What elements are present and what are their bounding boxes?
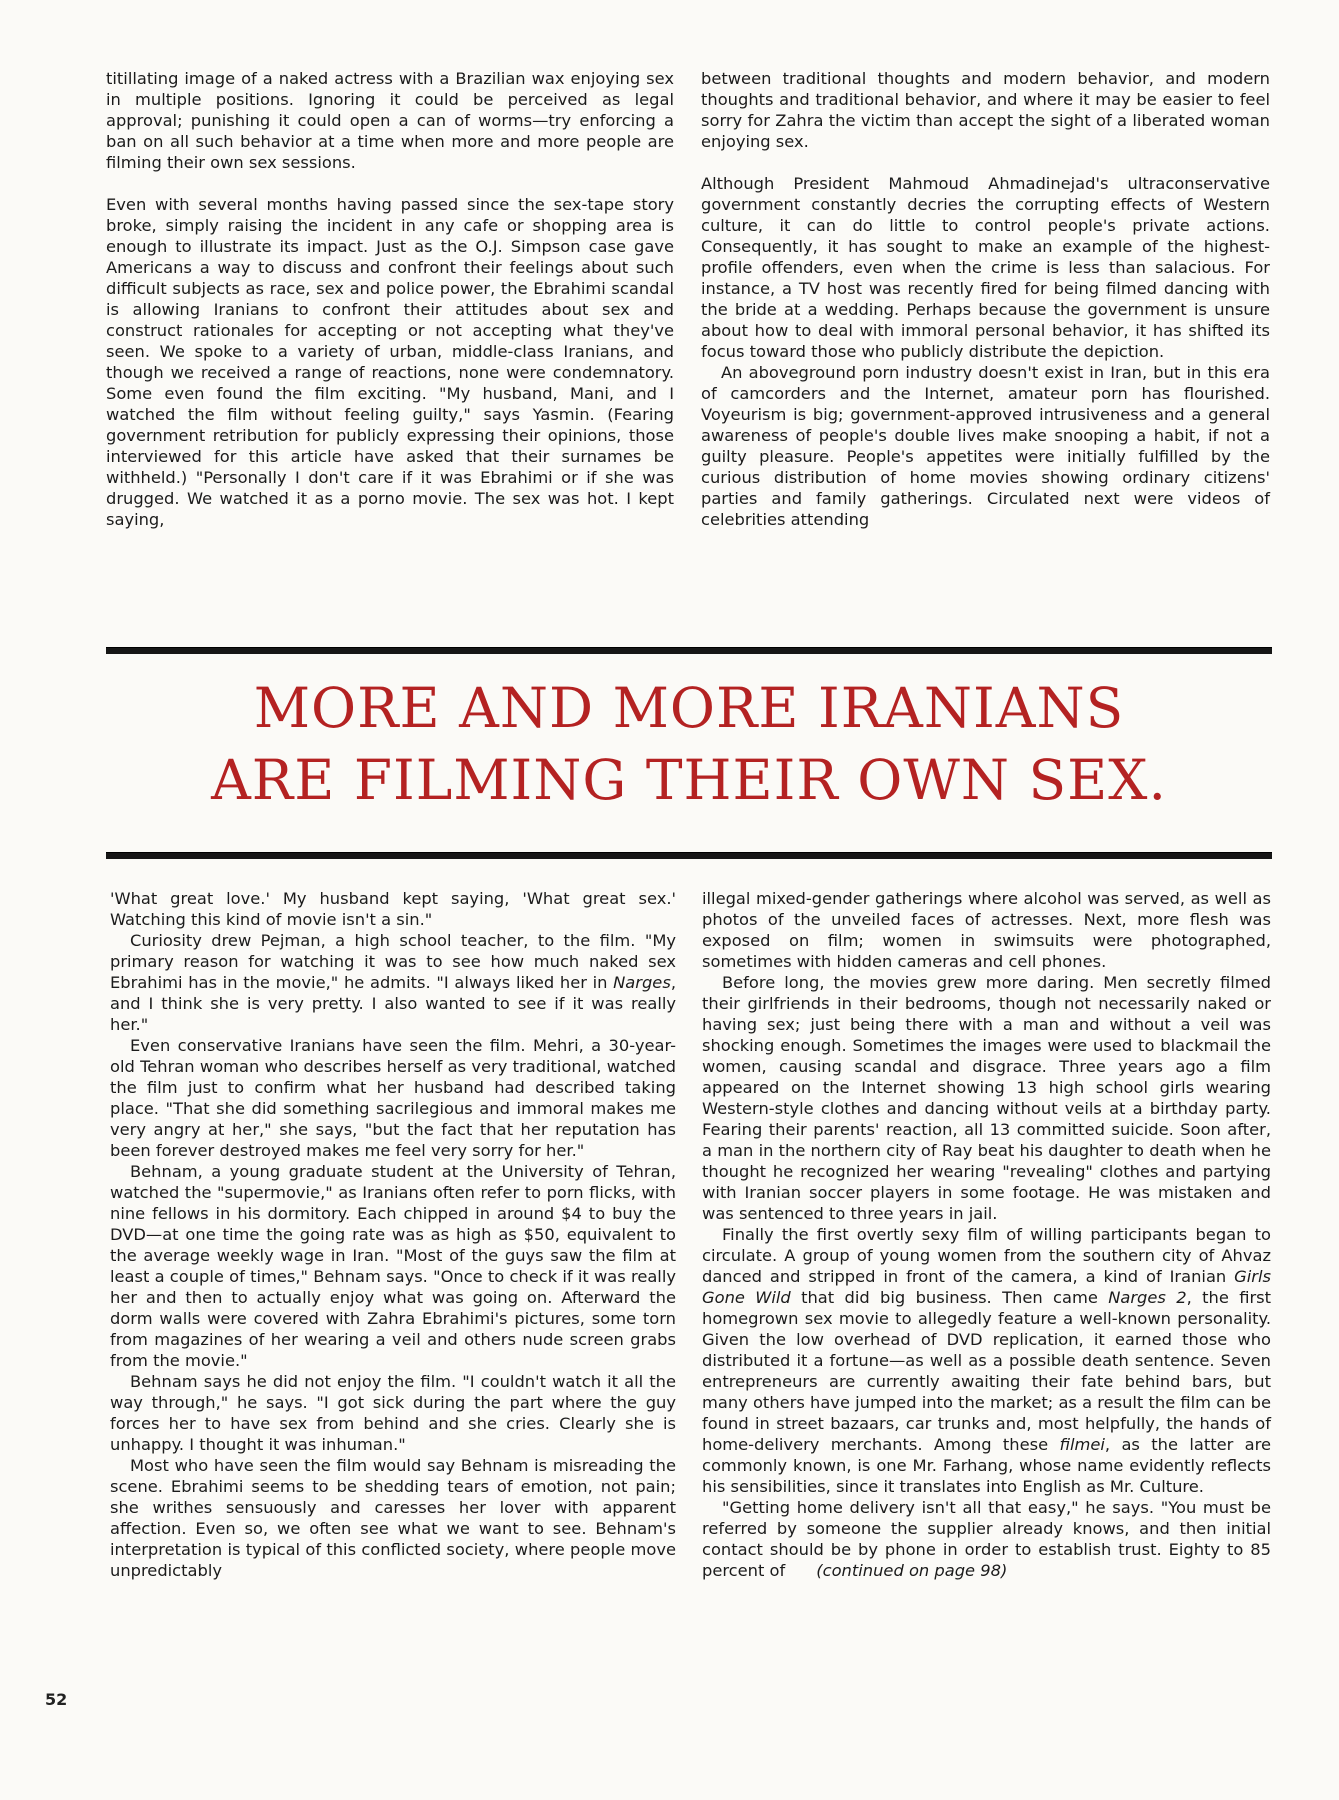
paragraph: Most who have seen the film would say Behnam is misreading the scene. Ebrahimi seems to be shedding tears of emotion, not pain; she writhes sensuously and caresses her lover with apparent affection. Even so, we often see what we want to see. Behnam's interpretation is typical of this conflicted society, where people move unpredictably — [110, 1456, 676, 1580]
text-run: that did big business. Then came — [790, 1288, 1109, 1307]
paragraph — [702, 1224, 1271, 1497]
paragraph: Although President Mahmoud Ahmadinejad's ultraconservative government constantly decries the corrupting effects of Western culture, it can do little to control people's private actions. Consequently, it has sought to make an example of the highest-profile offenders, even when the crime is less than salacious. For instance, a TV host was recently fired for being filmed dancing with the bride at a wedding. Perhaps because the government is unsure about how to deal with immoral personal behavior, it has shifted its focus toward those who publicly distribute the depiction. — [701, 174, 1270, 361]
article-column-bottom-right — [702, 888, 1271, 1581]
paragraph: Before long, the movies grew more daring. Men secretly filmed their girlfriends in their bedrooms, though not necessarily naked or having sex; just being there with a man and without a veil was shocking enough. Sometimes the images were used to blackmail the women, causing scandal and disgrace. Three years ago a film appeared on the Internet showing 13 high school girls wearing Western-style clothes and dancing without veils at a birthday party. Fearing their parents' reaction, all 13 committed suicide. Soon after, a man in the northern city of Ray beat his daughter to death when he thought he recognized her wearing "revealing" clothes and partying with Iranian soccer players in some footage. He was mistaken and was sentenced to three years in jail. — [702, 973, 1271, 1223]
paragraph: An aboveground porn industry doesn't exist in Iran, but in this era of camcorders and the Internet, amateur porn has flourished. Voyeurism is big; government-approved intrusiveness and a general awareness of people's double lives make snooping a habit, if not a guilty pleasure. People's appetites were initially fulfilled by the curious distribution of home movies showing ordinary citizens' parties and family gatherings. Circulated next were videos of celebrities attending — [701, 363, 1270, 529]
pull-quote-top-rule — [106, 647, 1272, 654]
pull-quote-bottom-rule — [106, 852, 1272, 859]
paragraph: 'What great love.' My husband kept saying, 'What great sex.' Watching this kind of movie isn't a sin." — [110, 889, 676, 929]
paragraph: Behnam says he did not enjoy the film. "I couldn't watch it all the way through," he says. "I got sick during the part where the guy forces her to have sex from behind and she cries. Clearly she is unhappy. I thought it was inhuman." — [110, 1372, 676, 1454]
paragraph: Even with several months having passed since the sex-tape story broke, simply raising the incident in any cafe or shopping area is enough to illustrate its impact. Just as the O.J. Simpson case gave Americans a way to discuss and confront their feelings about such difficult subjects as race, sex and police power, the Ebrahimi scandal is allowing Iranians to confront their attitudes about sex and construct rationales for accepting or not accepting what they've seen. We spoke to a variety of urban, middle-class Iranians, and though we received a range of reactions, none were condemnatory. Some even found the film exciting. "My husband, Mani, and I watched the film without feeling guilty," says Yasmin. (Fearing government retribution for publicly expressing their opinions, those interviewed for this article have asked that their surnames be withheld.) "Personally I don't care if it was Ebrahimi or if she was drugged. We watched it as a porno movie. The sex was hot. I kept saying, — [106, 195, 674, 529]
paragraph — [110, 930, 676, 1035]
text-run: "Getting home delivery isn't all that easy," he says. "You must be referred by someone the supplier already knows, and then initial contact should be by phone in order to establish trust. Eighty to 85 percent of — [702, 1498, 1271, 1580]
paragraph: Behnam, a young graduate student at the University of Tehran, watched the "supermovie," as Iranians often refer to porn flicks, with nine fellows in his dormitory. Each chipped in around $4 to buy the DVD—at one time the going rate was as high as $50, equivalent to the average weekly wage in Iran. "Most of the guys saw the film at least a couple of times," Behnam says. "Once to check if it was really her and then to actually enjoy what was going on. Afterward the dorm walls were covered with Zahra Ebrahimi's pictures, some torn from magazines of her wearing a veil and others nude screen grabs from the movie." — [110, 1162, 676, 1370]
paragraph: titillating image of a naked actress with a Brazilian wax enjoying sex in multiple positions. Ignoring it could be perceived as legal approval; punishing it could open a can of worms—try enforcing a ban on all such behavior at a time when more and more people are filming their own sex sessions. — [106, 69, 674, 172]
paragraph: illegal mixed-gender gatherings where alcohol was served, as well as photos of the unveiled faces of actresses. Next, more flesh was exposed on film; women in swimsuits were photographed, sometimes with hidden cameras and cell phones. — [702, 889, 1271, 971]
text-run: , as the latter are commonly known, is one Mr. Farhang, whose name evidently reflects his sensibilities, since it translates into English as Mr. Culture. — [702, 1435, 1271, 1496]
film-title: Narges — [613, 973, 671, 992]
pull-quote — [106, 672, 1272, 816]
continued-on-page: (continued on page 98) — [816, 1561, 1008, 1580]
text-run: , and I think she is very pretty. I also wanted to see if it was really her." — [110, 973, 676, 1034]
pull-quote-line-1: MORE AND MORE IRANIANS — [253, 676, 1125, 740]
foreign-term: filmei — [1059, 1435, 1105, 1454]
pull-quote-line-2: ARE FILMING THEIR OWN SEX. — [211, 748, 1167, 812]
paragraph: between traditional thoughts and modern behavior, and modern thoughts and traditional behavior, and where it may be easier to feel sorry for Zahra the victim than accept the sight of a liberated woman enjoying sex. — [701, 69, 1270, 151]
paragraph — [702, 1497, 1271, 1581]
paragraph: Even conservative Iranians have seen the film. Mehri, a 30-year-old Tehran woman who describes herself as very traditional, watched the film just to confirm what her husband had described taking place. "That she did something sacrilegious and immoral makes me very angry at her," she says, "but the fact that her reputation has been forever destroyed makes me feel very sorry for her." — [110, 1036, 676, 1160]
article-column-bottom-left — [110, 888, 676, 1581]
article-column-top-right — [701, 68, 1270, 530]
text-run: Curiosity drew Pejman, a high school teacher, to the film. "My primary reason for watching it was to see how much naked sex Ebrahimi has in the movie," he admits. "I always liked her in — [110, 931, 676, 992]
page-number: 52 — [45, 1690, 68, 1709]
film-title: Narges 2 — [1108, 1288, 1187, 1307]
film-title: Girls Gone Wild — [702, 1267, 1271, 1307]
text-run: Finally the first overtly sexy film of willing participants began to circulate. A group of young women from the southern city of Ahvaz danced and stripped in front of the camera, a kind of Iranian — [702, 1225, 1271, 1286]
article-column-top-left — [106, 68, 674, 530]
text-run: , the first homegrown sex movie to allegedly feature a well-known personality. Given the low overhead of DVD replication, it earned those who distributed it a fortune—as well as a possible death sentence. Seven entrepreneurs are currently awaiting their fate behind bars, but many others have jumped into the market; as a result the film can be found in street bazaars, car trunks and, most helpfully, the hands of home-delivery merchants. Among these — [702, 1288, 1272, 1454]
